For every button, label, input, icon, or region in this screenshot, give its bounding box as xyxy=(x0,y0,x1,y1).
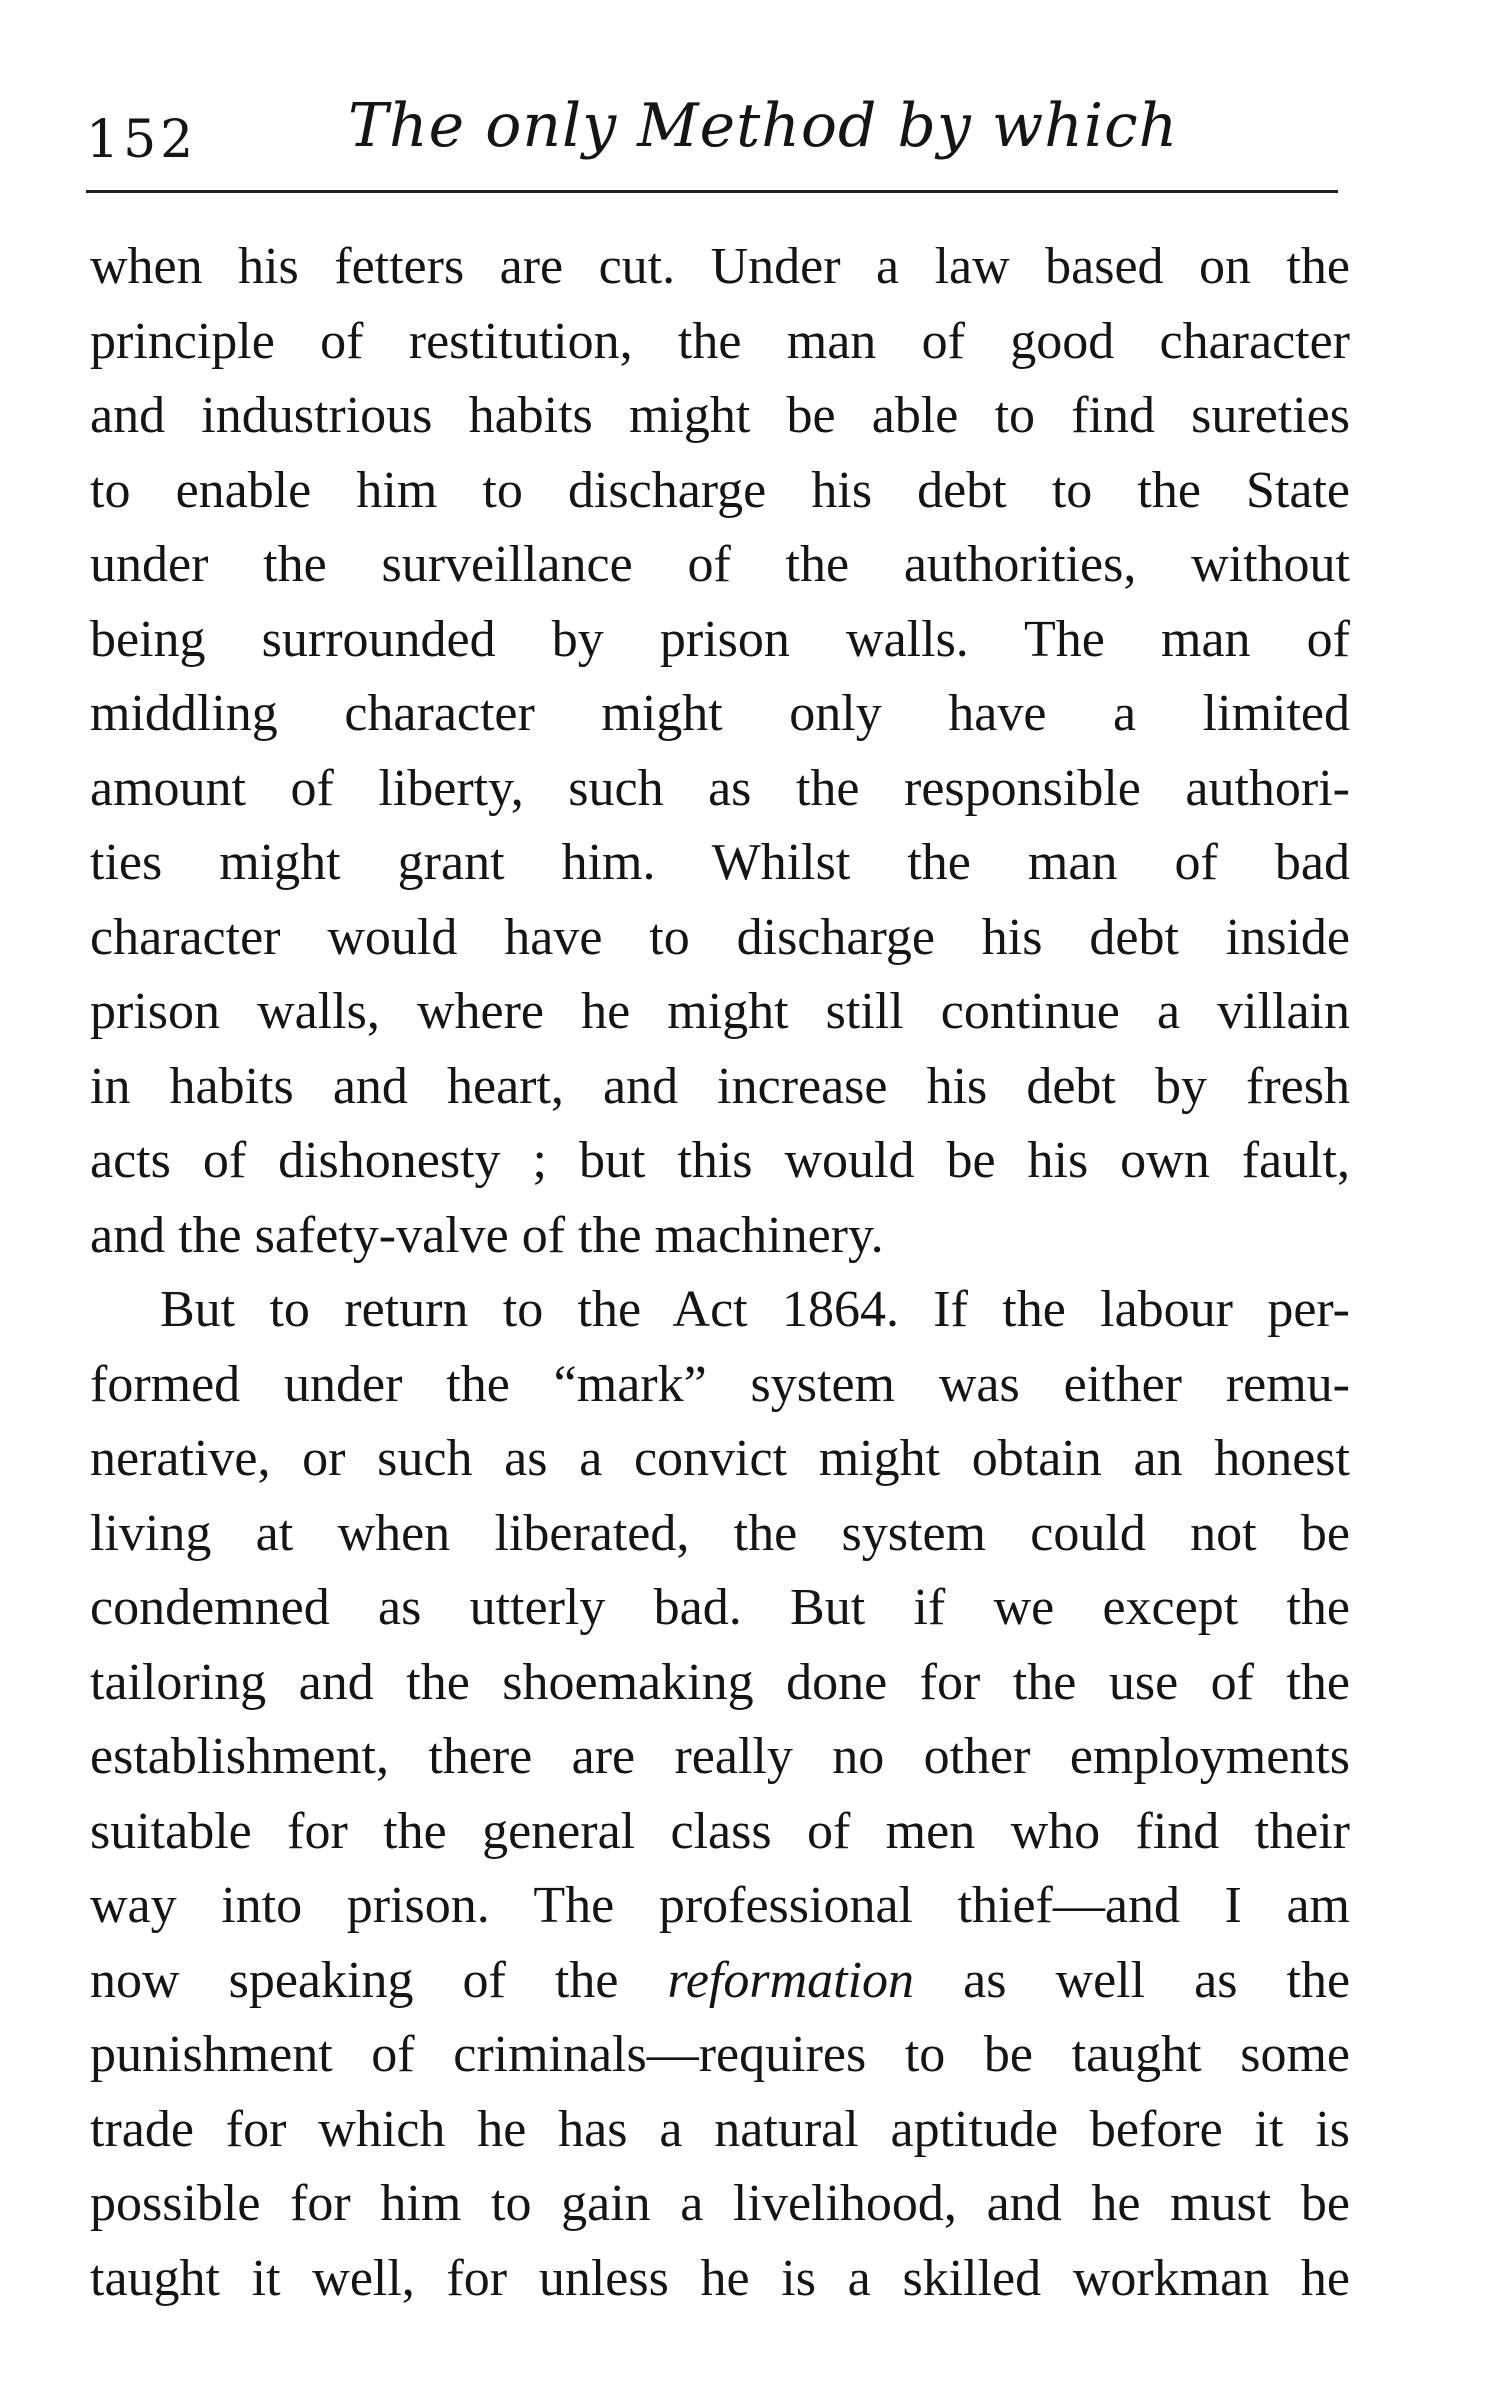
text-line: principle of restitution, the man of good character xyxy=(90,312,1350,370)
text-line: taught it well, for unless he is a skilled workman he xyxy=(90,2249,1350,2307)
text-line: way into prison. The professional thief—and I am xyxy=(90,1877,1350,1934)
text-line: being surrounded by prison walls. The man of xyxy=(90,610,1350,668)
running-head xyxy=(86,91,1338,188)
text-line: amount of liberty, such as the responsible authori- xyxy=(90,759,1350,817)
text-line: punishment of criminals—requires to be taught some xyxy=(90,2026,1350,2083)
text-line: tailoring and the shoemaking done for the use of the xyxy=(90,1653,1350,1711)
text-line: living at when liberated, the system could not be xyxy=(90,1504,1350,1562)
text-segment: as well as the xyxy=(963,1951,1351,2009)
text-line: suitable for the general class of men who find their xyxy=(90,1802,1350,1860)
page-number: 152 xyxy=(86,110,198,170)
italic-word-reformation: reformation xyxy=(667,1951,915,2009)
text-line: when his fetters are cut. Under a law based on the xyxy=(90,238,1350,295)
body-text xyxy=(90,230,1350,2316)
text-line: and the safety-valve of the machinery. xyxy=(90,1206,884,1264)
text-line: in habits and heart, and increase his debt by fresh xyxy=(90,1057,1350,1115)
text-segment: now speaking of the xyxy=(90,1951,619,2009)
text-line: character would have to discharge his debt inside xyxy=(90,908,1350,966)
text-line: middling character might only have a limited xyxy=(90,685,1350,742)
paragraph-start-line: But to return to the Act 1864. If the labour per- xyxy=(160,1281,1350,1338)
text-line: trade for which he has a natural aptitude before it is xyxy=(90,2100,1350,2158)
text-line: acts of dishonesty ; but this would be his own fault, xyxy=(90,1132,1350,1189)
text-line: formed under the “mark” system was either remu- xyxy=(90,1355,1350,1413)
text-line: ties might grant him. Whilst the man of bad xyxy=(90,834,1350,891)
text-line: under the surveillance of the authorities, without xyxy=(90,536,1350,593)
text-line-with-italic xyxy=(90,1944,1350,2019)
header-rule xyxy=(86,190,1338,193)
text-line: prison walls, where he might still continue a villain xyxy=(90,983,1350,1040)
text-line: possible for him to gain a livelihood, and he must be xyxy=(90,2175,1350,2232)
text-line: nerative, or such as a convict might obtain an honest xyxy=(90,1430,1350,1487)
text-line: and industrious habits might be able to find sureties xyxy=(90,387,1350,444)
text-line: condemned as utterly bad. But if we except the xyxy=(90,1579,1350,1636)
text-line: to enable him to discharge his debt to the State xyxy=(90,461,1350,519)
running-title: The only Method by which xyxy=(348,91,1179,161)
text-line: establishment, there are really no other employments xyxy=(90,1728,1350,1785)
